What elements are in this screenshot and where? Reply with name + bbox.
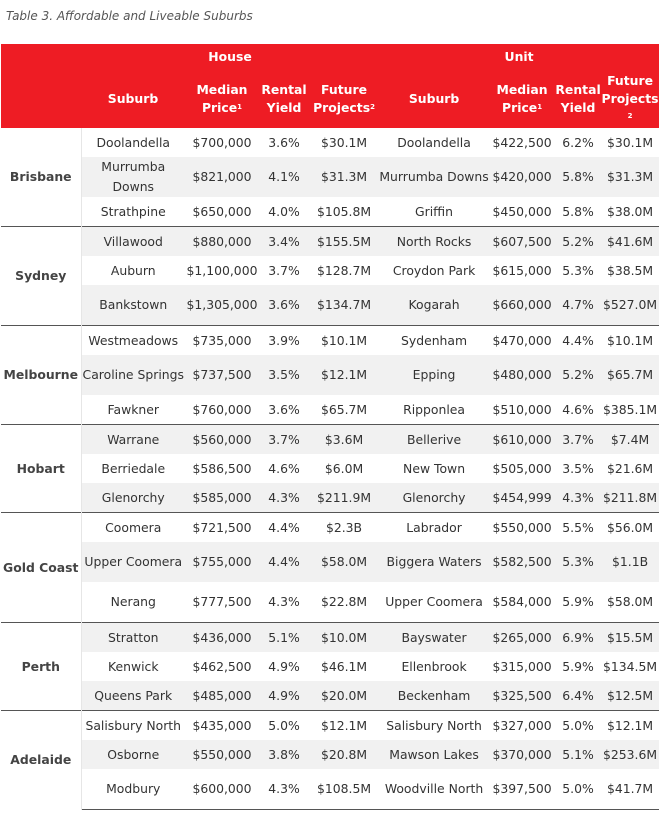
unit-future-projects-cell: $7.4M (601, 425, 659, 455)
unit-future-projects-cell: $30.1M (606, 134, 654, 150)
unit-rental-yield-cell: 6.9% (555, 623, 601, 653)
house-future-projects-cell: $12.1M (309, 355, 379, 395)
unit-future-projects-cell: $15.5M (601, 623, 659, 653)
unit-median-price-cell: $470,000 (489, 326, 555, 356)
house-median-price-cell: $550,000 (185, 740, 259, 769)
unit-suburb-cell: Labrador (379, 513, 489, 543)
unit-suburb-cell: Croydon Park (392, 262, 476, 278)
unit-rental-yield-cell: 5.0% (555, 769, 601, 810)
house-median-price-cell: $777,500 (192, 594, 252, 609)
house-future-projects-cell: $2.3B (309, 513, 379, 543)
house-rental-yield-cell: 5.1% (259, 623, 309, 653)
unit-future-projects-cell: $41.6M (601, 227, 659, 257)
house-suburb-cell: Kenwick (107, 658, 159, 674)
unit-suburb-cell: Beckenham (379, 681, 489, 711)
house-median-price-cell: $755,000 (185, 542, 259, 582)
unit-suburb-cell: Griffin (415, 203, 454, 219)
house-future-projects-cell: $6.0M (324, 460, 364, 476)
house-rental-yield-cell: 4.9% (259, 681, 309, 711)
house-median-price-cell: $1,305,000 (185, 285, 259, 326)
unit-future-projects-cell: $41.7M (601, 769, 659, 810)
house-future-projects-cell: $12.1M (309, 711, 379, 741)
unit-rental-yield-cell: 5.9% (562, 658, 594, 674)
unit-future-projects-cell: $38.0M (606, 203, 654, 219)
unit-suburb-cell: Murrumba Downs (379, 157, 489, 197)
unit-median-price-cell: $615,000 (492, 262, 552, 278)
unit-future-projects-cell: $385.1M (603, 401, 658, 417)
house-suburb-cell: Westmeadows (81, 326, 185, 356)
house-future-projects-cell: $30.1M (320, 134, 368, 150)
unit-future-projects-cell: $56.0M (601, 513, 659, 543)
unit-future-projects-cell: $38.5M (606, 262, 654, 278)
house-suburb-cell: Berriedale (101, 460, 166, 476)
house-rental-yield-cell: 3.6% (268, 401, 300, 417)
house-suburb-cell: Bankstown (81, 285, 185, 326)
suburbs-table (1, 44, 659, 810)
house-rental-yield-cell: 4.3% (259, 483, 309, 513)
house-median-price-cell: $586,500 (192, 460, 252, 476)
unit-rental-yield-cell: 6.4% (555, 681, 601, 711)
house-suburb-cell: Strathpine (100, 203, 166, 219)
unit-suburb-cell: Biggera Waters (379, 542, 489, 582)
unit-median-price-cell: $327,000 (489, 711, 555, 741)
unit-rental-yield-cell: 6.2% (562, 134, 594, 150)
house-rental-yield-cell: 3.7% (259, 425, 309, 455)
city-cell: Sydney (1, 227, 81, 326)
house-median-price-cell: $485,000 (185, 681, 259, 711)
unit-rental-yield-cell: 5.5% (555, 513, 601, 543)
house-rental-yield-cell: 4.6% (268, 460, 300, 476)
house-median-price-header: Median Price$^1$ (185, 70, 259, 128)
house-future-projects-cell: $10.0M (309, 623, 379, 653)
unit-future-projects-cell: $1.1B (601, 542, 659, 582)
unit-rental-yield-header: Rental Yield (555, 70, 601, 128)
house-future-projects-cell: $128.7M (317, 262, 372, 278)
table-row (1, 740, 659, 769)
house-future-projects-cell: $46.1M (320, 658, 368, 674)
table-row (1, 355, 659, 395)
house-median-price-cell: $721,500 (185, 513, 259, 543)
table-row (1, 256, 659, 285)
unit-future-projects-cell: $58.0M (606, 594, 654, 609)
table-row (1, 483, 659, 513)
table-row (1, 711, 659, 741)
house-rental-yield-cell: 5.0% (259, 711, 309, 741)
unit-future-projects-cell: $12.5M (601, 681, 659, 711)
house-rental-yield-cell: 3.6% (268, 134, 300, 150)
table-row (1, 197, 659, 227)
house-median-price-cell: $650,000 (192, 203, 252, 219)
house-suburb-cell: Nerang (110, 594, 156, 609)
house-rental-yield-cell: 4.4% (259, 542, 309, 582)
house-future-projects-cell: $155.5M (309, 227, 379, 257)
unit-rental-yield-cell: 4.7% (555, 285, 601, 326)
house-suburb-cell: Warrane (81, 425, 185, 455)
house-rental-yield-header: Rental Yield (259, 70, 309, 128)
unit-suburb-cell: North Rocks (379, 227, 489, 257)
house-suburb-cell: Auburn (110, 262, 156, 278)
table-row (1, 128, 659, 157)
house-rental-yield-cell: 4.3% (268, 594, 300, 609)
unit-future-projects-cell: $134.5M (603, 658, 658, 674)
house-median-price-cell: $735,000 (185, 326, 259, 356)
unit-future-projects-cell: $253.6M (601, 740, 659, 769)
house-suburb-cell: Modbury (81, 769, 185, 810)
city-header (1, 70, 81, 128)
table-row (1, 227, 659, 257)
unit-suburb-header: Suburb (379, 70, 489, 128)
house-rental-yield-cell: 3.4% (259, 227, 309, 257)
unit-median-price-cell: $505,000 (492, 460, 552, 476)
unit-rental-yield-cell: 5.2% (555, 355, 601, 395)
house-group-header: House (81, 44, 379, 70)
house-future-projects-cell: $134.7M (309, 285, 379, 326)
unit-future-projects-cell: $211.8M (601, 483, 659, 513)
house-future-projects-cell: $22.8M (320, 594, 368, 609)
unit-future-projects-header: Future Projects $^2$ (601, 70, 659, 128)
table-row (1, 157, 659, 197)
unit-median-price-cell: $582,500 (489, 542, 555, 582)
corner-cell (1, 44, 81, 70)
table-row (1, 582, 659, 623)
house-future-projects-cell: $108.5M (309, 769, 379, 810)
unit-suburb-cell: Doolandella (397, 134, 471, 150)
unit-suburb-cell: New Town (403, 460, 466, 476)
house-median-price-cell: $1,100,000 (186, 262, 258, 278)
house-future-projects-header: Future Projects$^2$ (309, 70, 379, 128)
house-rental-yield-cell: 3.6% (259, 285, 309, 326)
table-row (1, 454, 659, 483)
house-future-projects-cell: $10.1M (309, 326, 379, 356)
house-future-projects-cell: $20.8M (309, 740, 379, 769)
house-suburb-cell: Doolandella (96, 134, 171, 150)
unit-rental-yield-cell: 5.2% (555, 227, 601, 257)
city-cell: Adelaide (1, 711, 81, 810)
house-future-projects-cell: $3.6M (309, 425, 379, 455)
unit-median-price-cell: $397,500 (489, 769, 555, 810)
house-suburb-cell: Queens Park (81, 681, 185, 711)
unit-rental-yield-cell: 5.3% (562, 262, 594, 278)
house-median-price-cell: $600,000 (185, 769, 259, 810)
table-row (1, 285, 659, 326)
unit-median-price-cell: $607,500 (489, 227, 555, 257)
house-median-price-cell: $737,500 (185, 355, 259, 395)
house-suburb-cell: Upper Coomera (81, 542, 185, 582)
unit-median-price-cell: $510,000 (492, 401, 552, 417)
unit-median-price-header: Median Price$^1$ (489, 70, 555, 128)
house-median-price-cell: $436,000 (185, 623, 259, 653)
unit-median-price-cell: $422,500 (492, 134, 552, 150)
house-suburb-cell: Stratton (81, 623, 185, 653)
city-cell: Hobart (1, 425, 81, 513)
house-future-projects-cell: $211.9M (309, 483, 379, 513)
unit-future-projects-cell: $21.6M (606, 460, 654, 476)
house-suburb-cell: Glenorchy (81, 483, 185, 513)
house-rental-yield-cell: 3.8% (259, 740, 309, 769)
table-body (1, 128, 659, 810)
house-suburb-cell: Villawood (81, 227, 185, 257)
house-median-price-cell: $821,000 (185, 157, 259, 197)
table-row (1, 652, 659, 681)
table-row (1, 542, 659, 582)
unit-future-projects-cell: $527.0M (601, 285, 659, 326)
city-cell: Gold Coast (1, 513, 81, 623)
table-row (1, 769, 659, 810)
unit-future-projects-cell: $12.1M (601, 711, 659, 741)
unit-group-header: Unit (379, 44, 659, 70)
unit-suburb-cell: Upper Coomera (385, 594, 483, 609)
house-suburb-header: Suburb (81, 70, 185, 128)
unit-suburb-cell: Ripponlea (403, 401, 465, 417)
house-suburb-cell: Salisbury North (81, 711, 185, 741)
unit-suburb-cell: Bellerive (379, 425, 489, 455)
table-row (1, 681, 659, 711)
house-median-price-cell: $560,000 (185, 425, 259, 455)
house-future-projects-cell: $105.8M (317, 203, 372, 219)
house-median-price-cell: $585,000 (185, 483, 259, 513)
table-row (1, 425, 659, 455)
house-rental-yield-cell: 4.0% (268, 203, 300, 219)
table-row (1, 326, 659, 356)
house-rental-yield-cell: 4.4% (259, 513, 309, 543)
house-rental-yield-cell: 4.3% (259, 769, 309, 810)
unit-rental-yield-cell: 4.4% (555, 326, 601, 356)
group-header-row (1, 44, 659, 70)
unit-rental-yield-cell: 4.6% (562, 401, 594, 417)
house-future-projects-cell: $58.0M (309, 542, 379, 582)
unit-rental-yield-cell: 5.8% (555, 157, 601, 197)
unit-median-price-cell: $265,000 (489, 623, 555, 653)
table-row (1, 623, 659, 653)
unit-future-projects-cell: $10.1M (601, 326, 659, 356)
column-header-row (1, 70, 659, 128)
unit-suburb-cell: Epping (379, 355, 489, 395)
unit-median-price-cell: $610,000 (489, 425, 555, 455)
house-rental-yield-cell: 3.7% (268, 262, 300, 278)
unit-future-projects-cell: $31.3M (601, 157, 659, 197)
unit-suburb-cell: Kogarah (379, 285, 489, 326)
unit-rental-yield-cell: 5.9% (562, 594, 594, 609)
unit-median-price-cell: $454,999 (489, 483, 555, 513)
city-cell: Melbourne (1, 326, 81, 425)
unit-rental-yield-cell: 4.3% (555, 483, 601, 513)
unit-median-price-cell: $584,000 (492, 594, 552, 609)
unit-rental-yield-cell: 5.8% (562, 203, 594, 219)
unit-median-price-cell: $480,000 (489, 355, 555, 395)
unit-median-price-cell: $420,000 (489, 157, 555, 197)
house-rental-yield-cell: 4.9% (268, 658, 300, 674)
unit-suburb-cell: Sydenham (379, 326, 489, 356)
house-median-price-cell: $760,000 (192, 401, 252, 417)
unit-rental-yield-cell: 5.0% (555, 711, 601, 741)
house-future-projects-cell: $65.7M (320, 401, 368, 417)
house-future-projects-cell: $31.3M (309, 157, 379, 197)
table-caption: Table 3. Affordable and Liveable Suburbs (6, 9, 253, 23)
unit-suburb-cell: Mawson Lakes (379, 740, 489, 769)
house-median-price-cell: $880,000 (185, 227, 259, 257)
unit-median-price-cell: $370,000 (489, 740, 555, 769)
unit-future-projects-cell: $65.7M (601, 355, 659, 395)
city-cell: Perth (1, 623, 81, 711)
house-suburb-cell: Fawkner (107, 401, 159, 417)
unit-rental-yield-cell: 5.3% (555, 542, 601, 582)
house-suburb-cell: Caroline Springs (81, 355, 185, 395)
unit-median-price-cell: $450,000 (492, 203, 552, 219)
house-suburb-cell: Osborne (81, 740, 185, 769)
house-rental-yield-cell: 4.1% (259, 157, 309, 197)
unit-median-price-cell: $315,000 (492, 658, 552, 674)
unit-rental-yield-cell: 3.5% (562, 460, 594, 476)
house-median-price-cell: $700,000 (192, 134, 252, 150)
unit-median-price-cell: $660,000 (489, 285, 555, 326)
table-row (1, 395, 659, 425)
unit-suburb-cell: Salisbury North (379, 711, 489, 741)
house-rental-yield-cell: 3.5% (259, 355, 309, 395)
unit-suburb-cell: Bayswater (379, 623, 489, 653)
unit-suburb-cell: Woodville North (379, 769, 489, 810)
table-row (1, 513, 659, 543)
unit-rental-yield-cell: 3.7% (555, 425, 601, 455)
house-median-price-cell: $462,500 (192, 658, 252, 674)
unit-median-price-cell: $550,000 (489, 513, 555, 543)
unit-rental-yield-cell: 5.1% (555, 740, 601, 769)
unit-median-price-cell: $325,500 (489, 681, 555, 711)
house-future-projects-cell: $20.0M (309, 681, 379, 711)
house-suburb-cell: Coomera (81, 513, 185, 543)
unit-suburb-cell: Ellenbrook (401, 658, 467, 674)
house-median-price-cell: $435,000 (185, 711, 259, 741)
house-suburb-cell: Murrumba Downs (81, 157, 185, 197)
unit-suburb-cell: Glenorchy (379, 483, 489, 513)
city-cell: Brisbane (1, 128, 81, 227)
house-rental-yield-cell: 3.9% (259, 326, 309, 356)
